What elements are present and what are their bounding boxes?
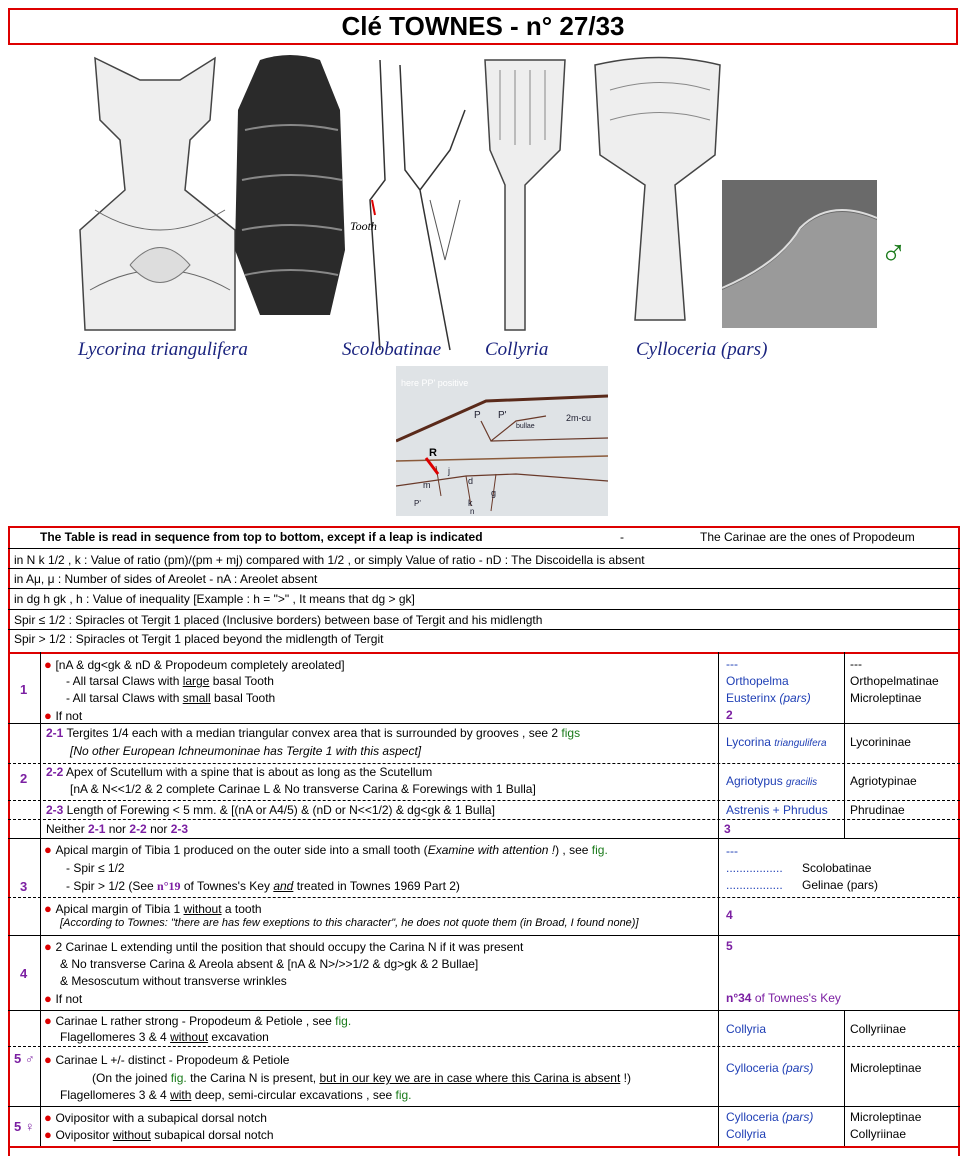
scolobatinae-photo [235,55,345,315]
svg-text:bullae: bullae [516,423,535,430]
svg-text:here PP' positive: here PP' positive [401,378,469,388]
taxon-link[interactable]: Astrenis + Phrudus [726,803,828,817]
taxon-link[interactable]: Cylloceria (pars) [726,1061,814,1075]
svg-text:2m-cu: 2m-cu [566,413,592,423]
taxon-link[interactable]: Lycorina triangulifera [726,735,827,749]
goto-couplet[interactable]: 2 [726,708,733,722]
collyria-figure [485,60,565,330]
taxon-link[interactable]: Orthopelma [726,674,789,688]
caption-lycorina: Lycorina triangulifera [78,339,248,360]
carinae-note: The Carinae are the ones of Propodeum [700,530,915,544]
couplet-number: 2 [20,771,28,786]
lycorina-figure [80,58,235,330]
cylloceria-figure [595,58,720,321]
figures-panel [20,50,960,365]
tibia-tooth-figure [350,60,465,350]
svg-text:d: d [468,476,474,486]
svg-text:P': P' [414,499,421,508]
legend-line: in Aμ, μ : Number of sides of Areolet - nA : Areolet absent [14,572,318,586]
svg-text:m: m [423,480,431,490]
table-intro: The Table is read in sequence from top to bottom, except if a leap is indicated [40,530,483,544]
caption-cylloceria: Cylloceria (pars) [636,339,768,360]
svg-text:P': P' [498,410,507,421]
taxon-link[interactable]: Agriotypus gracilis [726,774,818,788]
svg-text:P: P [474,410,481,421]
insect-illustrations [20,50,960,365]
wing-figure [396,366,608,516]
tooth-label: Tooth [350,219,377,233]
taxon-link[interactable]: Cylloceria (pars) [726,1110,814,1124]
legend-line: Spir ≤ 1/2 : Spiracles ot Tergit 1 placed (Inclusive borders) between base of Tergit and his midlength [14,613,543,627]
caption-collyria: Collyria [485,339,549,360]
svg-text:j: j [448,466,450,476]
legend-line: in dg h gk , h : Value of inequality [Example : h = ">" , It means that dg > gk] [14,592,415,606]
taxon-link[interactable]: Eusterinx (pars) [726,691,811,705]
couplet-number: 3 [20,879,28,894]
couplet-number: 5 ♀ [14,1119,35,1134]
goto-townes-key[interactable]: n°34 of Townes's Key [726,991,841,1005]
taxon-link[interactable]: Collyria [726,1022,767,1036]
goto-couplet[interactable]: 4 [726,908,733,922]
couplet-number: 1 [20,682,28,697]
goto-couplet[interactable]: 5 [726,939,733,953]
svg-text:R: R [429,447,437,459]
svg-text:k: k [468,498,473,508]
taxon-link[interactable]: Gelinae (pars) [802,878,879,892]
legend-line: Spir > 1/2 : Spiracles ot Tergit 1 placed beyond the midlength of Tergit [14,632,384,646]
svg-text:g: g [491,488,497,498]
couplet-number: 5 ♂ [14,1051,35,1066]
legend-line: in N k 1/2 , k : Value of ratio (pm)/(pm + mj) compared with 1/2 , or simply Value of ratio - nD : The Discoidella is absent [14,553,645,567]
taxon-link[interactable]: Collyria [726,1127,767,1141]
flagellomere-photo [722,180,877,328]
goto-couplet[interactable]: 3 [724,822,731,836]
taxon-link[interactable]: Scolobatinae [802,861,872,875]
couplet-number: 4 [20,966,28,981]
page-title: Clé TOWNES - n° 27/33 [8,8,958,45]
svg-text:n: n [470,507,475,516]
male-symbol-icon: ♂ [880,232,907,273]
caption-scolobatinae: Scolobatinae [342,339,442,360]
